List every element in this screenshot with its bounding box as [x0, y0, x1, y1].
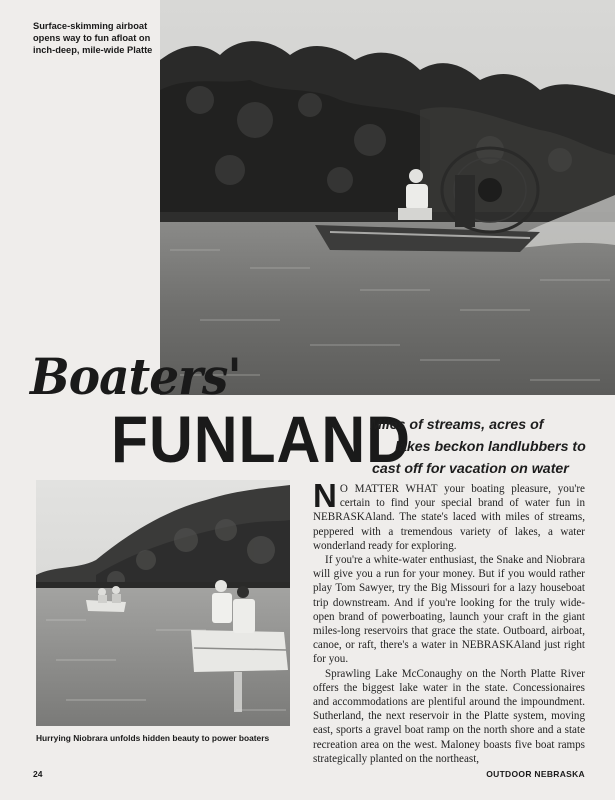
subtitle — [350, 414, 590, 480]
article-paragraph-1-text: O MATTER WHAT your boating pleasure, you're certain to find your special brand of water fun in NEBRASKAland. The state's laced with miles of streams, peppered with a tremendous variety of lakes, a water wonderland ready for exploring. — [313, 483, 585, 552]
article-paragraph-2: If you're a white-water enthusiast, the Snake and Niobrara will give you a run for your money. But if you would rather play Tom Sawyer, try the Big Missouri for a lazy houseboat trip downstream. And if you're looking for the truly wide-open brand of powerboating, launch your craft in the giant miles-long reservoirs that grace the state. Outboard, airboat, canoe, or raft, there's a water in NEBRASKAland just right for you. — [313, 554, 585, 666]
subtitle-line-3: cast off for vacation on water — [372, 461, 569, 477]
bottom-photo-caption: Hurrying Niobrara unfolds hidden beauty to power boaters — [36, 733, 270, 743]
niobrara-photo — [36, 480, 290, 726]
subtitle-line-2: lakes beckon landlubbers to — [395, 439, 586, 455]
page-number: 24 — [33, 769, 43, 779]
article-paragraph-1 — [313, 477, 585, 553]
subtitle-line-1: Miles of streams, acres of — [370, 417, 544, 433]
drop-cap: N — [313, 477, 337, 514]
magazine-name: OUTDOOR NEBRASKA — [486, 769, 585, 779]
airboat-photo — [160, 0, 615, 395]
article-paragraph-3: Sprawling Lake McConaughy on the North Platte River offers the biggest lake water in the state. Concessionaires and accommodations are plentiful around the impoundment. Sutherland, the next reservoir in the Platte system, moving east, sports a gravel boat ramp on the north shore and a state recreation area on the west. Maloney boasts five boat ramps strategically planted on the northeast, — [313, 667, 585, 765]
top-photo-caption: Surface-skimming airboat opens way to fun afloat on inch-deep, mile-wide Platte — [33, 21, 153, 55]
article-body — [313, 477, 585, 766]
title-block: FUNLAND — [111, 402, 411, 476]
title-script: Boaters' — [30, 348, 241, 407]
